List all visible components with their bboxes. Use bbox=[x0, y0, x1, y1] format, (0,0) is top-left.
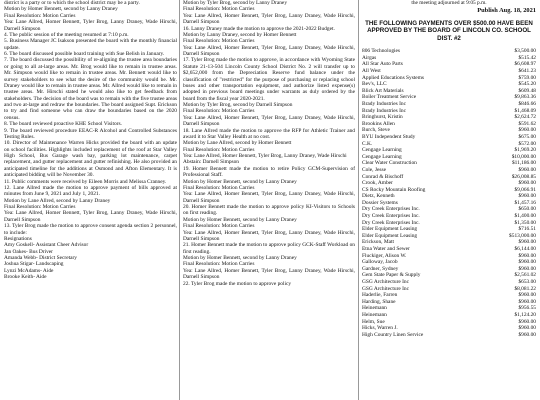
payee-name: Burch, Steve bbox=[362, 127, 390, 134]
payment-row bbox=[362, 299, 536, 306]
minutes-paragraph: 8. The board reviewed proactive KHE School Visitors. bbox=[4, 121, 122, 128]
minutes-paragraph: Final Resolution: Motion Carries bbox=[4, 204, 76, 210]
payment-amount: $960.00 bbox=[518, 265, 536, 272]
minutes-paragraph: Yea: Lane Allred, Homer Bennett, Tyler Brog, Lanny Draney, Wade Hirschi, Darnell Simpson bbox=[4, 19, 177, 32]
payment-row bbox=[362, 286, 536, 293]
payment-amount: $1,969.20 bbox=[514, 147, 536, 154]
payment-amount: $960.00 bbox=[518, 318, 536, 325]
minutes-paragraph: Motion by Homer Bennett, second by Lanny Draney bbox=[183, 216, 297, 223]
minutes-paragraph: Yea: Lane Allred, Homer Bennett, Tyler Brog, Lanny Draney, Wade Hirschi, Darnell Simpson bbox=[183, 12, 355, 26]
payment-amount: $1,350.00 bbox=[514, 219, 536, 226]
minutes-paragraph: Amy Goskell- Assistant Cheer Advisor bbox=[4, 242, 89, 249]
payment-amount: $591.62 bbox=[518, 120, 536, 127]
payment-amount: $759.00 bbox=[518, 74, 536, 81]
payment-row bbox=[362, 253, 536, 260]
payee-name: Dry Creek Enterprises Inc. bbox=[362, 213, 420, 220]
payment-row bbox=[362, 88, 536, 95]
payment-row bbox=[362, 193, 536, 200]
minutes-paragraph: Motion by Lane Allred, second by Lanny Draney bbox=[4, 197, 111, 204]
payment-row bbox=[362, 134, 536, 141]
payee-name: GSG Architecture Inc bbox=[362, 285, 410, 292]
payment-row bbox=[362, 325, 536, 332]
payment-row bbox=[362, 187, 536, 194]
minutes-paragraph: Amanda Webb- District Secretary bbox=[4, 255, 77, 261]
minutes-paragraph: Yea: Lane Allred, Homer Bennett, Tyler Brog, Lanny Draney, Wade Hirschi, Darnell Simpson bbox=[183, 267, 355, 281]
payment-row bbox=[362, 167, 536, 174]
payments-subheading: APPROVED BY THE BOARD OF LINCOLN CO. SCHOOL DIST. #2 bbox=[367, 27, 531, 42]
minutes-paragraph: Yea: Lane Allred, Homer Bennett, Tyler Brog, Lanny Draney, Wade Hirschi, Darnell Simpson bbox=[183, 229, 355, 242]
payment-row bbox=[362, 259, 536, 266]
payee-name: Gardner, Sydney bbox=[362, 265, 399, 272]
minutes-paragraph: district is a party or to which the school district may be a party. bbox=[4, 0, 140, 6]
column-payments bbox=[362, 0, 536, 400]
payment-amount: $513,000.00 bbox=[509, 232, 536, 239]
payment-amount: $6,144.00 bbox=[514, 246, 536, 253]
payment-row bbox=[362, 292, 536, 299]
column-divider bbox=[179, 0, 180, 400]
payee-name: Brady Industries Inc bbox=[362, 107, 407, 114]
payment-row bbox=[362, 154, 536, 161]
minutes-paragraph: 11. Public comments were received by Eileen Morris and Melissa Cranney. bbox=[4, 178, 167, 185]
minutes-paragraph: 7. The board discussed the possibility of re-aligning the trustee area boundaries or going to all at-large areas. Mr. Brog would like to remain in trustee areas. Mr. Simpson would like to remain in trustee areas. Mr. Bennett would like to survey stakeholders to see what the desire of the community would be. Mr. Draney would like to remain in trustee areas. Mr. Allred would like to remain in trustee areas. Mr. Hirschi stated he would also like to get feedback from stakeholders. The decision of the board was to remain with the five trustee areas and two at-large and redraw the boundaries. The board assigned Supt. Erickson to try and find someone who can draw the boundaries based on the 2020 census. bbox=[4, 57, 177, 121]
minutes-paragraph: 13. Tyler Brog made the motion to approve consent agenda section 2 personnel, to include: bbox=[4, 223, 177, 236]
payment-row bbox=[362, 233, 536, 240]
payee-name: Dietz, Kenneth bbox=[362, 193, 395, 200]
payment-row bbox=[362, 61, 536, 68]
payment-row bbox=[362, 127, 536, 134]
payment-row bbox=[362, 174, 536, 181]
payment-row bbox=[362, 272, 536, 279]
payee-name: Brady Industries Inc bbox=[362, 100, 407, 107]
payment-amount: $572.00 bbox=[518, 140, 536, 147]
payment-row bbox=[362, 213, 536, 220]
minutes-paragraph: Motion by Lanny Draney, second by Homer Bennett bbox=[183, 31, 297, 38]
minutes-paragraph: 20. Homer Bennett made the motion to approve policy KI-Visitors to Schools on first reading. bbox=[183, 204, 355, 217]
payee-name: Cole, Jesse bbox=[362, 166, 386, 173]
payee-name: Hicks, Warren J. bbox=[362, 325, 398, 332]
minutes-paragraph: 12. Lane Allred made the motion to approve payment of bills approved at minutes from June 9, 2021 and July 1, 2021. bbox=[4, 184, 177, 198]
payment-row bbox=[362, 239, 536, 246]
payment-row bbox=[362, 55, 536, 62]
minutes-paragraph: Motion by Tyler Brog, second by Darnell Simpson bbox=[183, 102, 293, 108]
payment-amount: $26,008.85 bbox=[511, 173, 536, 180]
payment-amount: $1,468.09 bbox=[514, 107, 536, 114]
payment-amount: $956.55 bbox=[518, 305, 536, 312]
payments-heading: THE FOLLOWING PAYMENTS OVER $500.00 HAVE BEEN bbox=[365, 19, 533, 27]
payment-amount: $609.48 bbox=[518, 87, 536, 94]
minutes-paragraph: Yea: Lane Allred, Homer Bennett, Tyler Brog, Lanny Draney, Wade Hirschi, Darnell Simpson bbox=[183, 114, 355, 128]
payment-row bbox=[362, 114, 536, 121]
payment-row bbox=[362, 160, 536, 167]
payment-amount: $11,186.00 bbox=[511, 160, 536, 167]
payment-amount: $10,000.00 bbox=[511, 153, 536, 160]
payment-amount: $653.00 bbox=[518, 279, 536, 286]
payment-amount: $960.00 bbox=[518, 193, 536, 200]
payment-amount: $960.00 bbox=[518, 252, 536, 259]
minutes-paragraph: Motion by Homer Bennett, second by Lanny Draney bbox=[183, 255, 297, 261]
payment-row bbox=[362, 226, 536, 233]
payee-name: Cengage Learning bbox=[362, 153, 402, 160]
payment-row bbox=[362, 206, 536, 213]
minutes-paragraph: 18. Lane Allred made the motion to approve the RFP for Athletic Trainer and award it to Star Valley Health at no cost. bbox=[183, 127, 355, 140]
minutes-paragraph: Motion by Homer Bennett, second by Lanny Draney bbox=[183, 178, 297, 185]
payee-name: Crook, Amber bbox=[362, 180, 393, 187]
payment-row bbox=[362, 101, 536, 108]
payment-row bbox=[362, 246, 536, 253]
column-divider bbox=[358, 0, 359, 400]
payment-amount: $960.00 bbox=[518, 180, 536, 187]
payment-amount: $960.00 bbox=[518, 127, 536, 134]
payment-row bbox=[362, 180, 536, 187]
payment-row bbox=[362, 312, 536, 319]
payee-name: C.K. bbox=[362, 140, 373, 147]
payment-row bbox=[362, 279, 536, 286]
minutes-paragraph: 5. Business Manager JC Isakson presented the board with the monthly financial update. bbox=[4, 38, 177, 51]
payment-amount: $846.66 bbox=[518, 100, 536, 107]
payment-row bbox=[362, 319, 536, 326]
payment-amount: $960.00 bbox=[518, 166, 536, 173]
minutes-paragraph: 4. The public session of the meeting resumed at 7:10 p.m. bbox=[4, 31, 129, 38]
payee-name: Dossier Systems bbox=[362, 199, 398, 206]
payment-row bbox=[362, 332, 536, 339]
payee-name: Bev's, LLC bbox=[362, 81, 387, 88]
payment-row bbox=[362, 68, 536, 75]
minutes-paragraph: Motion by Lane Allred, second by Homer Bennett bbox=[183, 140, 292, 147]
payment-row bbox=[362, 48, 536, 55]
column-minutes-left bbox=[4, 0, 177, 400]
minutes-paragraph: 9. The board reviewed procedure EEAC-R Alcohol and Controlled Substances Testing Rules. bbox=[4, 127, 177, 140]
payment-amount: $2,624.72 bbox=[514, 114, 536, 121]
payment-row bbox=[362, 108, 536, 115]
payment-amount: $2,561.02 bbox=[514, 272, 536, 279]
payee-name: Airgas bbox=[362, 54, 377, 61]
payee-name: Harding, Shane bbox=[362, 298, 396, 305]
payee-name: Galloway, Jacob bbox=[362, 259, 398, 266]
payee-name: Bringhurst, Kristin bbox=[362, 114, 403, 121]
payee-name: Brookins Allen bbox=[362, 120, 395, 127]
minutes-paragraph: Final Resolution: Motion Carries bbox=[183, 223, 255, 230]
column-minutes-middle bbox=[183, 0, 355, 400]
payee-name: Erickson, Matt bbox=[362, 239, 395, 246]
minutes-paragraph: Motion by Tyler Brog, second by Lanny Draney bbox=[183, 0, 288, 6]
minutes-paragraph: Final Resolution: Motion Carries bbox=[183, 6, 255, 13]
minutes-paragraph: Joshua Stigar- Landscaping bbox=[4, 261, 64, 268]
payee-name: Blick Art Materials bbox=[362, 87, 404, 94]
payee-name: All Star Auto Parts bbox=[362, 61, 403, 68]
payment-row bbox=[362, 81, 536, 88]
payee-name: Applied Educations Systems bbox=[362, 74, 424, 81]
minutes-paragraph: Yea: Lane Allred, Homer Bennett, Tyler Brog, Lanny Draney, Wade Hirschi, Darnell Simpson bbox=[4, 210, 177, 223]
minutes-paragraph: Brooke Keith- Aide bbox=[4, 274, 47, 281]
payment-amount: $960.00 bbox=[518, 298, 536, 305]
payment-amount: $960.00 bbox=[518, 331, 536, 338]
payment-row bbox=[362, 200, 536, 207]
payment-amount: $641.23 bbox=[518, 68, 536, 75]
minutes-paragraph: Yea: Lane Allred, Homer Bennett, Tyler Brog, Lanny Draney, Wade Hirschi, Darnell Simpson bbox=[183, 44, 355, 57]
minutes-paragraph: 22. Tyler Brog made the motion to approve policy bbox=[183, 280, 292, 287]
payment-amount: $515.42 bbox=[518, 54, 536, 61]
payee-name: Heinemann bbox=[362, 311, 387, 318]
minutes-paragraph: 17. Tyler Brog made the motion to approve, in accordance with Wyoming State Statute 21-13-504 Lincoln County School District No. 2 will transfer up to $2,652,000 from the Depreciation Reserve fund balance under the classification of "restricted" for the purpose of purchasing or replacing school buses and other transportation equipment, and authorize listed expense(s) adopted in previous board meetings under warrants as duly ordered by the board from the fiscal year 2020-2021. bbox=[183, 57, 355, 102]
payee-name: All West bbox=[362, 68, 381, 75]
payment-amount: $9,066.91 bbox=[514, 186, 536, 193]
minutes-paragraph: Abstain: Darnell Simpson bbox=[183, 159, 239, 166]
adjournment-line: the meeting adjourned at 9:05 p.m. bbox=[411, 0, 487, 6]
payment-amount: $545.20 bbox=[518, 81, 536, 88]
minutes-paragraph: Yea: Lane Allred, Homer Bennett, Tyler Brog, Lanny Draney, Wade Hirschi bbox=[183, 153, 347, 159]
minutes-paragraph: Resignations bbox=[4, 235, 32, 242]
payee-name: BYU Independent Study bbox=[362, 133, 416, 140]
payee-name: Helm, Sue bbox=[362, 318, 385, 325]
minutes-paragraph: Final Resolution: Motion Carries bbox=[183, 184, 255, 191]
minutes-paragraph: Final Resolution: Motion Carries bbox=[183, 146, 255, 153]
payment-row bbox=[362, 266, 536, 273]
payee-name: Cengage Learning bbox=[362, 147, 402, 154]
payee-name: High Country Linen Service bbox=[362, 331, 424, 338]
payee-name: Dry Creek Enterprises Inc. bbox=[362, 219, 420, 226]
payee-name: Gem State Paper & Supply bbox=[362, 272, 421, 279]
payee-name: Fluckiger, Alison W. bbox=[362, 252, 407, 259]
publish-date: Publish Aug. 18, 2021 bbox=[477, 7, 536, 15]
payee-name: Conrad & Bischoff bbox=[362, 173, 404, 180]
payee-name: Elder Equipment Leasing bbox=[362, 226, 418, 233]
payee-name: Elder Equipment Leasing bbox=[362, 232, 418, 239]
payee-name: Clear Water Construction bbox=[362, 160, 417, 167]
payment-amount: $960.00 bbox=[518, 325, 536, 332]
payment-row bbox=[362, 147, 536, 154]
payment-row bbox=[362, 141, 536, 148]
payment-amount: $716.51 bbox=[518, 226, 536, 233]
minutes-paragraph: Final Resolution: Motion Carries bbox=[183, 38, 255, 45]
minutes-paragraph: 16. Lanny Draney made the motion to approve the 2021-2022 Budget. bbox=[183, 25, 335, 32]
payment-amount: $650.00 bbox=[518, 206, 536, 213]
payment-amount: $960.00 bbox=[518, 239, 536, 246]
payee-name: Heinemann bbox=[362, 305, 387, 312]
minutes-paragraph: 21. Homer Bennett made the motion to approve policy GCK-Staff Workload on first reading. bbox=[183, 242, 355, 255]
minutes-paragraph: Motion by Homer Bennett, second by Lanny Draney bbox=[4, 6, 118, 13]
minutes-paragraph: 6. The board discussed possible board training with Sue Belish in January. bbox=[4, 51, 165, 57]
payee-name: Etna Water and Sewer bbox=[362, 246, 410, 253]
payment-amount: $1,400.00 bbox=[514, 213, 536, 220]
payment-row bbox=[362, 121, 536, 128]
payment-amount: $6,608.97 bbox=[514, 61, 536, 68]
payee-name: Haderlie, Farren bbox=[362, 292, 398, 299]
payment-amount: $9,863.36 bbox=[514, 94, 536, 101]
payment-row bbox=[362, 94, 536, 101]
payment-amount: $960.00 bbox=[518, 292, 536, 299]
minutes-paragraph: Jan Oakes- Bus Driver bbox=[4, 248, 53, 255]
payment-row bbox=[362, 220, 536, 227]
payment-amount: $3,500.00 bbox=[514, 48, 536, 55]
payee-name: GSG Architecture Inc bbox=[362, 279, 410, 286]
payment-row bbox=[362, 305, 536, 312]
payment-row bbox=[362, 75, 536, 82]
payment-amount: $1,457.16 bbox=[514, 199, 536, 206]
payee-name: CS Rocky Mountain Roofing bbox=[362, 186, 426, 193]
minutes-paragraph: Final Resolution: Motion Carries bbox=[4, 12, 76, 19]
payments-table bbox=[362, 48, 536, 338]
payee-name: Dry Creek Enterprises Inc. bbox=[362, 206, 420, 213]
payment-amount: $1,124.20 bbox=[514, 311, 536, 318]
minutes-paragraph: 19. Homer Bennett made the motion to retire Policy GCM-Supervision of Professional Staff. bbox=[183, 165, 355, 179]
minutes-paragraph: Final Resolution: Motion Carries bbox=[183, 261, 255, 268]
payment-amount: $960.00 bbox=[518, 259, 536, 266]
payment-amount: $675.00 bbox=[518, 133, 536, 140]
payee-name: Boiler Treatment Service bbox=[362, 94, 417, 101]
minutes-paragraph: Lynzi McAdams- Aide bbox=[4, 267, 54, 274]
minutes-paragraph: 10. Director of Maintenance Warren Hicks provided the board with an update on school facilities. Highlights included replacement of the roof at Star Valley High School, Bus Garage wash bay, parking lot maintenance, carpet replacement, and gutter replacement and gutter refinishing. He also provided an anticipated timeline for the additions at Osmond and Afton Elementary. It is anticipated bidding will be November 30. bbox=[4, 140, 177, 179]
minutes-paragraph: Yea: Lane Allred, Homer Bennett, Tyler Brog, Lanny Draney, Wade Hirschi, Darnell Simpson bbox=[183, 191, 355, 204]
minutes-paragraph: Final Resolution: Motion Carries bbox=[183, 108, 255, 115]
payment-amount: $8,081.22 bbox=[514, 285, 536, 292]
payee-name: 806 Technologies bbox=[362, 48, 400, 55]
